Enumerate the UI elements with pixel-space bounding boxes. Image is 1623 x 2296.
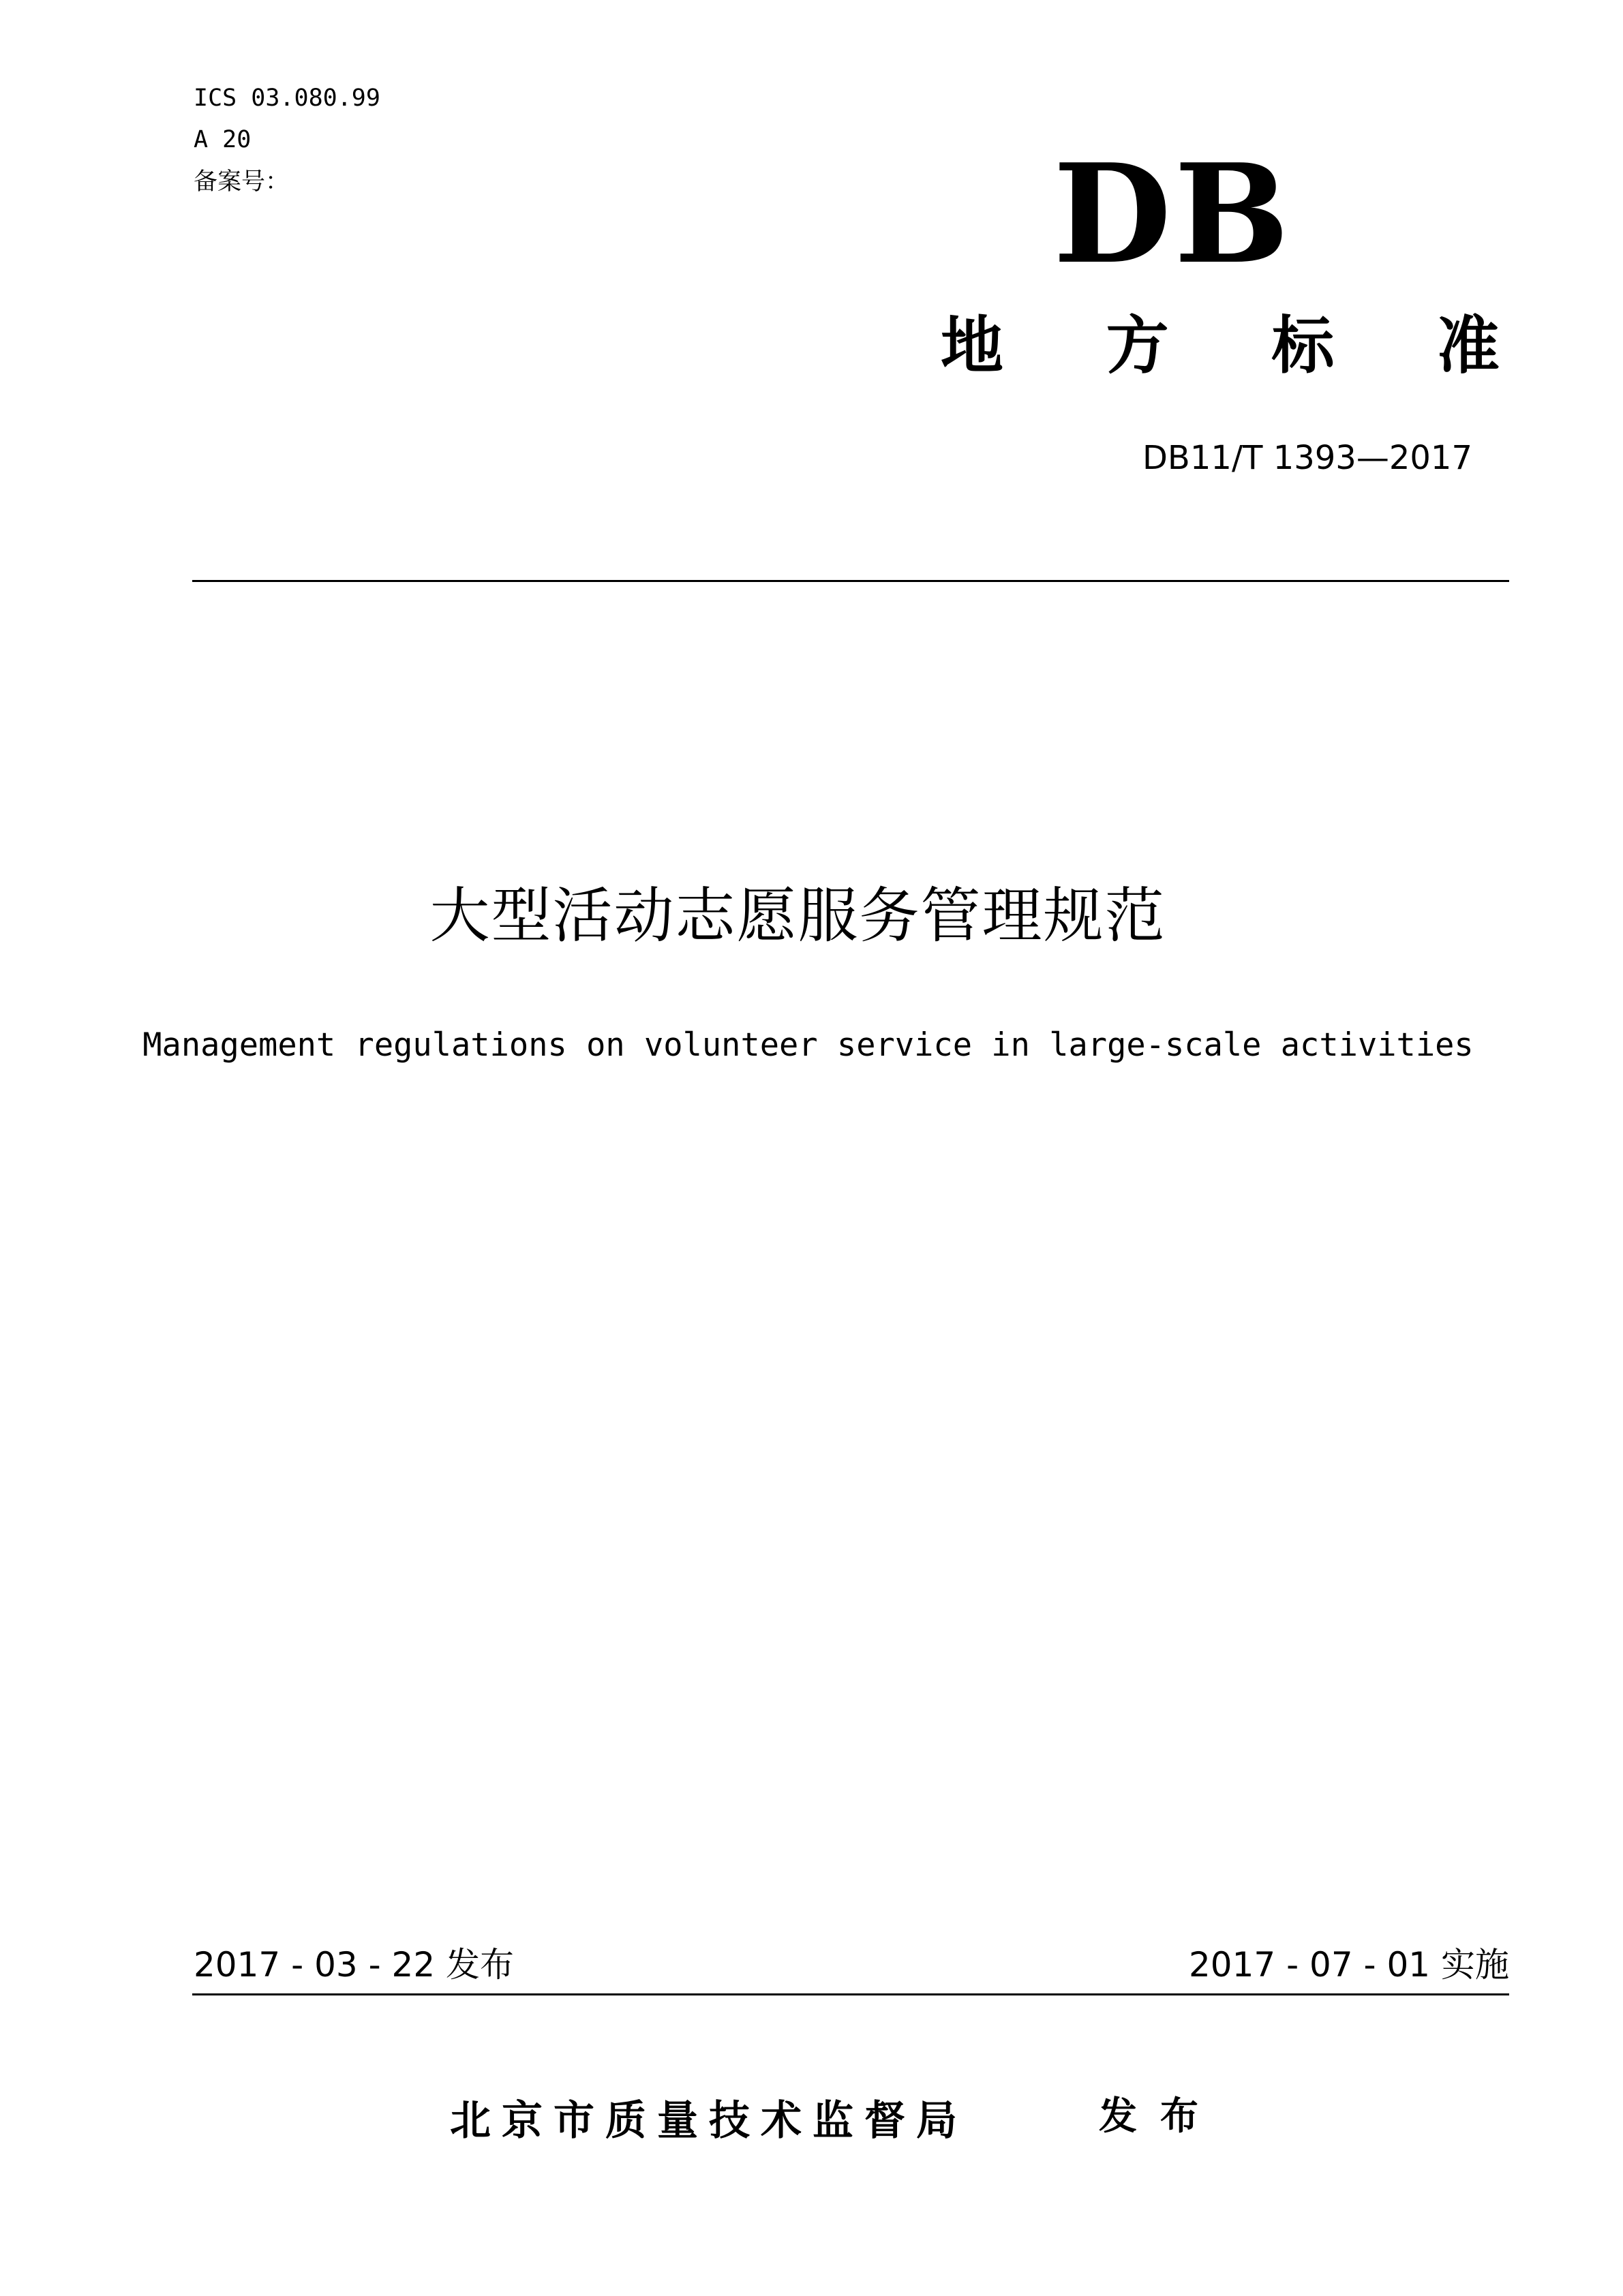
db-logo: DB <box>1053 134 1292 294</box>
ics-code: ICS 03.080.99 <box>194 85 380 112</box>
standard-number: DB11/T 1393—2017 <box>1142 439 1472 477</box>
document-title-en: Management regulations on volunteer service in large-scale activities <box>142 1026 1474 1064</box>
effective-date: 2017 - 07 - 01 实施 <box>1188 1945 1509 1985</box>
document-title-zh: 大型活动志愿服务管理规范 <box>429 881 1166 951</box>
top-divider <box>192 580 1509 582</box>
issuing-action: 发布 <box>1099 2094 1222 2139</box>
bottom-divider <box>192 1993 1509 1995</box>
issuing-authority: 北京市质量技术监督局 <box>450 2097 968 2145</box>
standard-type-char: 地 <box>941 309 1004 382</box>
classification-code: A 20 <box>194 126 252 153</box>
standard-type-char: 方 <box>1106 309 1169 382</box>
standard-type <box>941 309 1500 382</box>
standard-type-char: 准 <box>1436 309 1500 382</box>
standard-type-char: 标 <box>1271 309 1335 382</box>
issue-date: 2017 - 03 - 22 发布 <box>194 1945 515 1985</box>
record-number-label: 备案号： <box>194 168 290 196</box>
